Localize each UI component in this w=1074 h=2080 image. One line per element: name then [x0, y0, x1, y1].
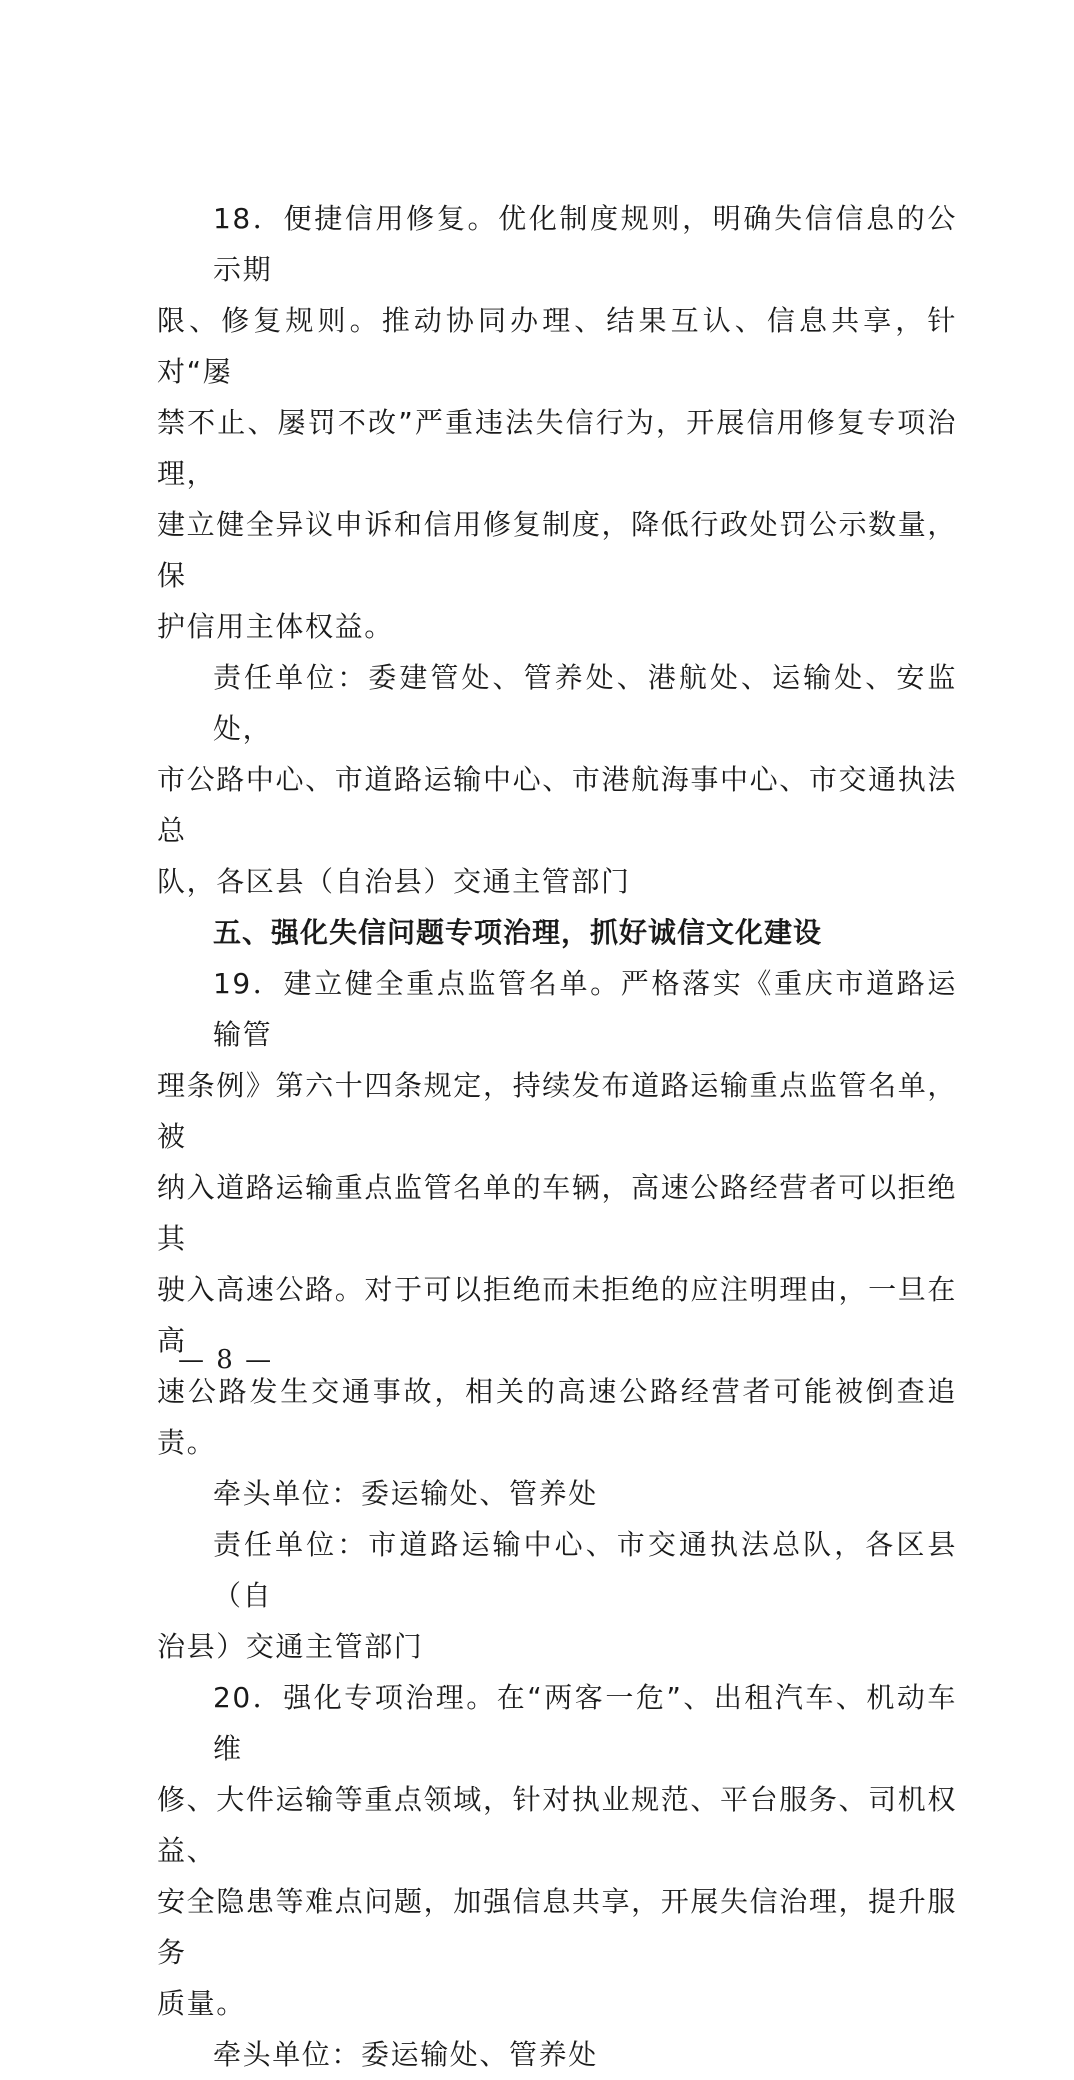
text-line: 市公路中心、市道路运输中心、市港航海事中心、市交通执法总	[157, 763, 957, 847]
text-line: 限、修复规则。推动协同办理、结果互认、信息共享，针对“屡	[157, 304, 957, 388]
page-number: — 8 —	[178, 1345, 274, 1375]
paragraph-item-18	[157, 193, 957, 652]
text-line: 责任单位：委建管处、管养处、港航处、运输处、安监处，	[213, 661, 957, 745]
text-line: 安全隐患等难点问题，加强信息共享，开展失信治理，提升服务	[157, 1885, 957, 1969]
text-line: 纳入道路运输重点监管名单的车辆，高速公路经营者可以拒绝其	[157, 1171, 957, 1255]
lead-units-19	[157, 1468, 957, 1519]
text-line: 质量。	[157, 1987, 246, 2020]
responsible-units-19	[157, 1519, 957, 1672]
paragraph-item-20	[157, 1672, 957, 2029]
text-line: 速公路发生交通事故，相关的高速公路经营者可能被倒查追责。	[157, 1375, 957, 1459]
text-line: 牵头单位：委运输处、管养处	[213, 1477, 598, 1510]
text-line: 20．强化专项治理。在“两客一危”、出租汽车、机动车维	[213, 1681, 957, 1765]
text-line: 18．便捷信用修复。优化制度规则，明确失信信息的公示期	[213, 202, 957, 286]
text-line: 护信用主体权益。	[157, 610, 394, 643]
heading-text: 五、强化失信问题专项治理，抓好诚信文化建设	[213, 916, 823, 949]
text-line: 责任单位：市道路运输中心、市交通执法总队，各区县（自	[213, 1528, 957, 1612]
text-line: 驶入高速公路。对于可以拒绝而未拒绝的应注明理由，一旦在高	[157, 1273, 957, 1357]
text-line: 牵头单位：委运输处、管养处	[213, 2038, 598, 2071]
responsible-units-18	[157, 652, 957, 907]
lead-units-20	[157, 2029, 957, 2080]
text-line: 19．建立健全重点监管名单。严格落实《重庆市道路运输管	[213, 967, 957, 1051]
text-line: 队，各区县（自治县）交通主管部门	[157, 865, 631, 898]
text-line: 修、大件运输等重点领域，针对执业规范、平台服务、司机权益、	[157, 1783, 957, 1867]
paragraph-item-19	[157, 958, 957, 1468]
text-line: 禁不止、屡罚不改”严重违法失信行为，开展信用修复专项治理，	[157, 406, 957, 490]
text-line: 治县）交通主管部门	[157, 1630, 424, 1663]
text-line: 建立健全异议申诉和信用修复制度，降低行政处罚公示数量，保	[157, 508, 957, 592]
section-heading-5	[157, 907, 957, 958]
text-line: 理条例》第六十四条规定，持续发布道路运输重点监管名单，被	[157, 1069, 957, 1153]
document-body	[157, 193, 957, 2080]
